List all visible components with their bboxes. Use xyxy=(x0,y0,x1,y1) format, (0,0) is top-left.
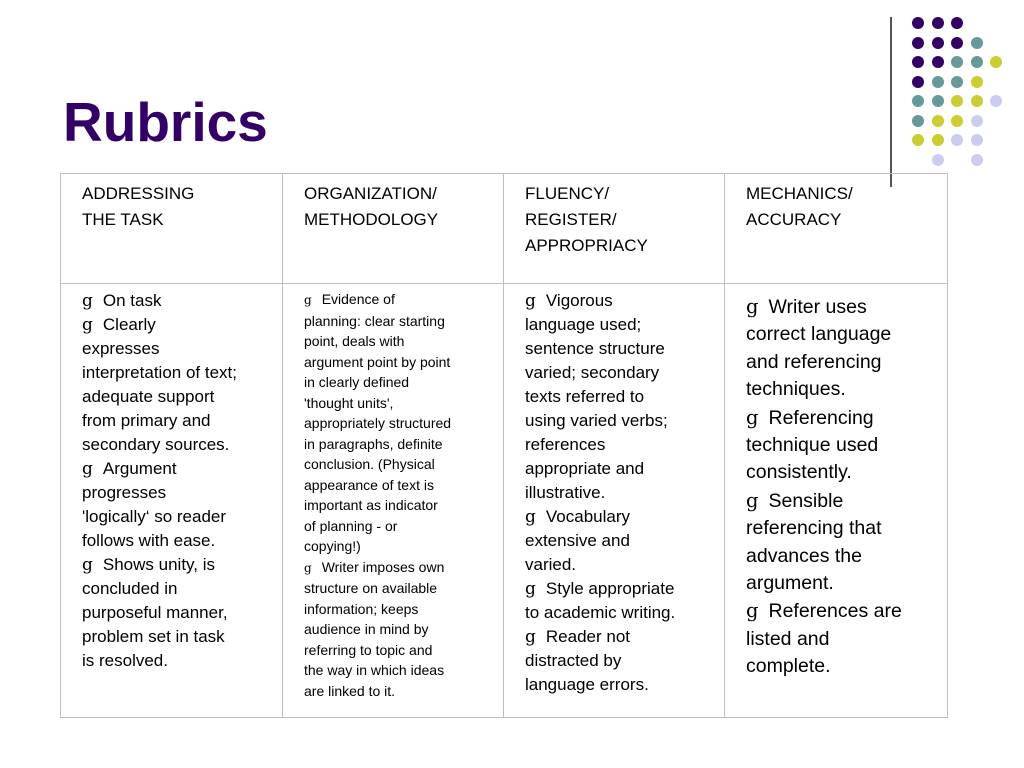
decorative-dot xyxy=(932,134,944,146)
decorative-dot xyxy=(912,76,924,88)
bullet-glyph: g xyxy=(746,295,759,318)
decorative-dot xyxy=(912,56,924,68)
bullet-glyph: g xyxy=(82,555,93,575)
decorative-dot xyxy=(912,115,924,127)
decorative-dot xyxy=(932,115,944,127)
criteria-line: Vocabulary xyxy=(545,507,631,526)
criteria-line: copying!) xyxy=(304,538,361,554)
decorative-dot xyxy=(951,95,963,107)
criteria-line: structure on available xyxy=(304,580,438,596)
decorative-dot xyxy=(971,154,983,166)
criteria-line: concluded in xyxy=(82,579,178,598)
header-organization-methodology xyxy=(283,174,504,284)
header-line: APPROPRIACY xyxy=(525,236,648,255)
decorative-dot xyxy=(990,56,1002,68)
criteria-line: correct language xyxy=(746,323,892,346)
decorative-dot xyxy=(932,154,944,166)
criteria-line: conclusion. (Physical xyxy=(304,456,435,472)
criteria-item xyxy=(746,404,927,487)
criteria-line: is resolved. xyxy=(82,651,168,670)
decorative-dot xyxy=(932,17,944,29)
criteria-line: from primary and xyxy=(82,411,211,430)
criteria-line: varied. xyxy=(525,555,577,574)
decorative-dot xyxy=(932,95,944,107)
criteria-line: On task xyxy=(102,291,162,310)
decorative-dot xyxy=(951,134,963,146)
criteria-line: planning: clear starting xyxy=(304,312,445,329)
decorative-vertical-line xyxy=(890,17,892,187)
criteria-organization-methodology xyxy=(283,284,504,718)
criteria-line: adequate support xyxy=(82,387,215,406)
header-mechanics-accuracy xyxy=(725,174,948,284)
bullet-glyph: g xyxy=(304,293,312,307)
criteria-line: References are xyxy=(768,600,902,623)
decorative-dot xyxy=(951,76,963,88)
criteria-addressing-the-task xyxy=(61,284,283,718)
decorative-dot xyxy=(951,17,963,29)
bullet-glyph: g xyxy=(82,291,93,311)
header-line: REGISTER/ xyxy=(525,210,617,229)
criteria-line: references xyxy=(525,435,606,454)
criteria-line: and referencing xyxy=(746,350,882,373)
criteria-line: 'thought units', xyxy=(304,394,394,411)
criteria-line: Sensible xyxy=(768,489,844,512)
criteria-line: Referencing xyxy=(768,406,874,429)
criteria-item xyxy=(746,597,927,680)
criteria-line: are linked to it. xyxy=(304,682,396,699)
criteria-line: point, deals with xyxy=(304,333,405,349)
decorative-dot xyxy=(971,134,983,146)
criteria-line: advances the xyxy=(746,544,863,567)
criteria-line: to academic writing. xyxy=(525,603,676,622)
criteria-line: argument. xyxy=(746,572,834,595)
criteria-line: Argument xyxy=(102,459,177,478)
criteria-line: in paragraphs, definite xyxy=(304,435,443,452)
decorative-dot xyxy=(912,95,924,107)
criteria-line: of planning - or xyxy=(304,517,398,534)
slide-title: Rubrics xyxy=(63,91,268,153)
decorative-dot xyxy=(912,17,924,29)
criteria-line: expresses xyxy=(82,339,160,358)
criteria-line: Shows unity, is xyxy=(102,555,216,574)
criteria-item xyxy=(82,289,262,313)
criteria-item xyxy=(525,505,704,577)
decorative-dot xyxy=(912,37,924,49)
criteria-line: illustrative. xyxy=(525,483,606,502)
rubric-criteria-row xyxy=(61,284,948,718)
criteria-line: interpretation of text; xyxy=(82,363,237,382)
header-line: MECHANICS/ xyxy=(746,184,853,203)
criteria-line: techniques. xyxy=(746,378,846,401)
criteria-line: appearance of text is xyxy=(304,476,434,493)
criteria-item xyxy=(525,625,704,697)
bullet-glyph: g xyxy=(525,507,536,527)
criteria-item xyxy=(746,487,927,598)
bullet-glyph: g xyxy=(525,627,536,647)
criteria-item xyxy=(82,313,262,457)
criteria-line: Reader not xyxy=(545,627,631,646)
criteria-fluency-register-appropriacy xyxy=(504,284,725,718)
criteria-line: Evidence of xyxy=(321,291,395,307)
criteria-line: complete. xyxy=(746,655,831,678)
criteria-line: follows with ease. xyxy=(82,531,216,550)
criteria-line: 'logically‘ so reader xyxy=(82,507,227,526)
criteria-line: consistently. xyxy=(746,461,852,484)
bullet-glyph: g xyxy=(746,488,759,512)
decorative-dot xyxy=(951,56,963,68)
criteria-line: Vigorous xyxy=(545,291,613,310)
criteria-line: distracted by xyxy=(525,651,622,670)
criteria-mechanics-accuracy xyxy=(725,284,948,718)
criteria-line: using varied verbs; xyxy=(525,411,668,430)
criteria-line: extensive and xyxy=(525,531,630,550)
criteria-item xyxy=(746,293,927,404)
criteria-line: audience in mind by xyxy=(304,621,429,637)
criteria-line: in clearly defined xyxy=(304,374,410,390)
criteria-line: Style appropriate xyxy=(545,579,675,598)
decorative-dot xyxy=(951,37,963,49)
bullet-glyph: g xyxy=(746,599,759,623)
criteria-line: problem set in task xyxy=(82,627,225,646)
criteria-item xyxy=(82,457,262,553)
decorative-dot xyxy=(990,95,1002,107)
bullet-glyph: g xyxy=(746,405,759,429)
criteria-line: Writer imposes own xyxy=(321,558,445,575)
criteria-item xyxy=(304,557,483,702)
criteria-item xyxy=(525,289,704,505)
criteria-line: appropriate and xyxy=(525,459,645,478)
criteria-line: the way in which ideas xyxy=(304,662,445,678)
criteria-line: listed and xyxy=(746,627,830,650)
decorative-dot xyxy=(912,134,924,146)
rubric-header-row xyxy=(61,174,948,284)
decorative-dot xyxy=(971,37,983,49)
criteria-item xyxy=(82,553,262,673)
header-line: ACCURACY xyxy=(746,210,842,229)
bullet-glyph: g xyxy=(525,579,536,599)
header-line: METHODOLOGY xyxy=(304,210,439,229)
bullet-glyph: g xyxy=(525,291,536,311)
header-line: ADDRESSING xyxy=(82,184,195,203)
decorative-dot xyxy=(951,115,963,127)
bullet-glyph: g xyxy=(304,560,312,575)
criteria-line: Writer uses xyxy=(768,296,867,318)
decorative-dot xyxy=(971,115,983,127)
criteria-line: important as indicator xyxy=(304,497,438,513)
criteria-line: argument point by point xyxy=(304,353,451,370)
header-addressing-the-task xyxy=(61,174,283,284)
decorative-dot xyxy=(932,56,944,68)
criteria-line: progresses xyxy=(82,483,167,502)
rubric-table xyxy=(60,173,948,718)
criteria-line: language used; xyxy=(525,315,642,334)
criteria-line: information; keeps xyxy=(304,600,419,617)
criteria-item xyxy=(525,577,704,625)
criteria-line: secondary sources. xyxy=(82,435,230,454)
criteria-line: language errors. xyxy=(525,675,649,694)
criteria-line: purposeful manner, xyxy=(82,603,228,622)
header-line: THE TASK xyxy=(82,210,164,229)
decorative-dot xyxy=(971,95,983,107)
criteria-line: sentence structure xyxy=(525,339,665,358)
criteria-line: referring to topic and xyxy=(304,641,433,658)
decorative-dot xyxy=(971,76,983,88)
decorative-dot xyxy=(932,76,944,88)
criteria-line: Clearly xyxy=(102,315,156,334)
criteria-line: texts referred to xyxy=(525,387,645,406)
criteria-line: varied; secondary xyxy=(525,363,660,382)
header-line: FLUENCY/ xyxy=(525,184,610,203)
bullet-glyph: g xyxy=(82,459,93,479)
header-line: ORGANIZATION/ xyxy=(304,184,437,203)
criteria-line: technique used xyxy=(746,434,879,457)
header-fluency-register-appropriacy xyxy=(504,174,725,284)
criteria-line: referencing that xyxy=(746,517,882,540)
decorative-dot xyxy=(971,56,983,68)
criteria-item xyxy=(304,289,483,557)
decorative-dot xyxy=(932,37,944,49)
bullet-glyph: g xyxy=(82,315,93,335)
criteria-line: appropriately structured xyxy=(304,415,452,431)
